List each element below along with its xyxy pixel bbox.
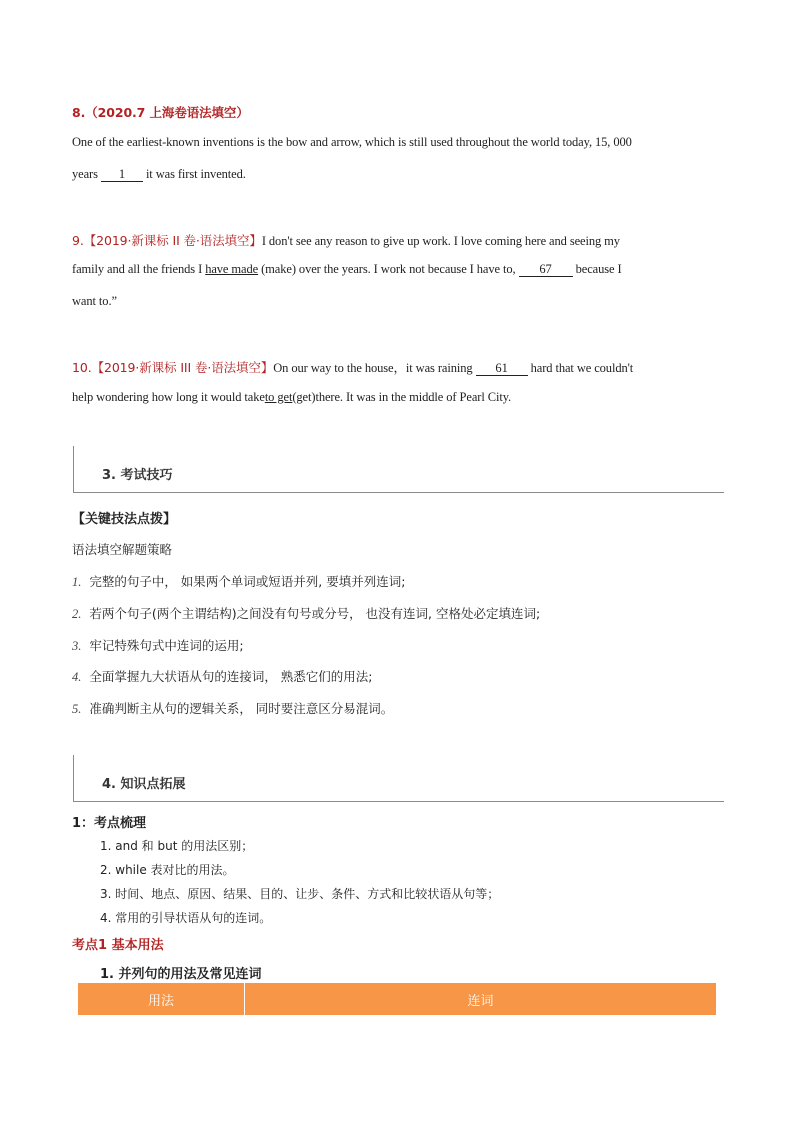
q8-line2 (72, 167, 246, 182)
section4-title: 4. 知识点拓展 (102, 777, 186, 792)
summary-item: 4. 常用的引导状语从句的连词。 (100, 911, 272, 925)
section3-title: 3. 考试技巧 (102, 468, 173, 483)
strategy-item: 4. 全面掌握九大状语从句的连接词， 熟悉它们的用法; (72, 669, 373, 684)
q9-line2-post: because I (575, 262, 622, 276)
q9-blank[interactable]: 67 (519, 263, 573, 277)
q8-title: 8.（2020.7 上海卷语法填空） (72, 105, 249, 120)
column-header-conjunction: 连词 (245, 983, 717, 1016)
strategy-item: 1. 完整的句子中， 如果两个单词或短语并列, 要填并列连词; (72, 574, 406, 589)
kaodian-1-heading: 考点1 基本用法 (72, 938, 164, 953)
q10-line2-pre: help wondering how long it would take (72, 390, 265, 404)
q10-line1-mid: On our way to the house，it was raining (273, 361, 473, 375)
kaodian-summary-heading: 1：考点梳理 (72, 816, 147, 831)
q8-blank[interactable]: 1 (101, 168, 143, 182)
q10-line1-post: hard that we couldn't (530, 361, 634, 375)
strategy-item: 2. 若两个句子(两个主谓结构)之间没有句号或分号， 也没有连词, 空格处必定填连词; (72, 606, 541, 621)
table-title: 1. 并列句的用法及常见连词 (100, 967, 262, 982)
section3-header (73, 446, 724, 493)
q9-line2 (72, 262, 622, 277)
q8-line1: One of the earliest-known inventions is the bow and arrow, which is still used throughout the world today, 15, 000 (72, 135, 632, 149)
key-heading: 【关键技法点拨】 (72, 512, 177, 527)
strategy-subheading: 语法填空解题策略 (72, 542, 173, 557)
q9-line2-pre: family and all the friends I (72, 262, 203, 276)
conjunction-table (77, 982, 717, 1016)
table-header-row (78, 983, 717, 1016)
summary-item: 1. and 和 but 的用法区别； (100, 839, 254, 853)
q8-line2-post: it was first invented. (145, 167, 246, 181)
q10-line2-post: (get)there. It was in the middle of Pearl City. (292, 390, 512, 404)
summary-item: 3. 时间、地点、原因、结果、目的、让步、条件、方式和比较状语从句等； (100, 887, 500, 901)
summary-item: 2. while 表对比的用法。 (100, 863, 235, 877)
q9-answer: have made (205, 262, 259, 276)
q10-blank[interactable]: 61 (476, 362, 528, 376)
q10-answer: to get (264, 390, 293, 404)
q9-line1-text: I don't see any reason to give up work. I love coming here and seeing my (261, 234, 620, 248)
strategy-item: 5. 准确判断主从句的逻辑关系， 同时要注意区分易混词。 (72, 701, 394, 716)
q10-line2 (72, 390, 511, 405)
q9-source: 9.【2019·新课标 II 卷·语法填空】 (72, 233, 262, 248)
q10-line1 (72, 358, 633, 376)
q9-line1 (72, 231, 620, 249)
section4-header (73, 755, 724, 802)
column-header-usage: 用法 (78, 983, 245, 1016)
q9-line3: want to.” (72, 294, 117, 308)
q10-source: 10.【2019·新课标 III 卷·语法填空】 (72, 360, 274, 375)
q8-line2-pre: years (72, 167, 98, 181)
q9-line2-mid: (make) over the years. I work not because I have to, (261, 262, 516, 276)
strategy-item: 3. 牢记特殊句式中连词的运用; (72, 638, 244, 653)
